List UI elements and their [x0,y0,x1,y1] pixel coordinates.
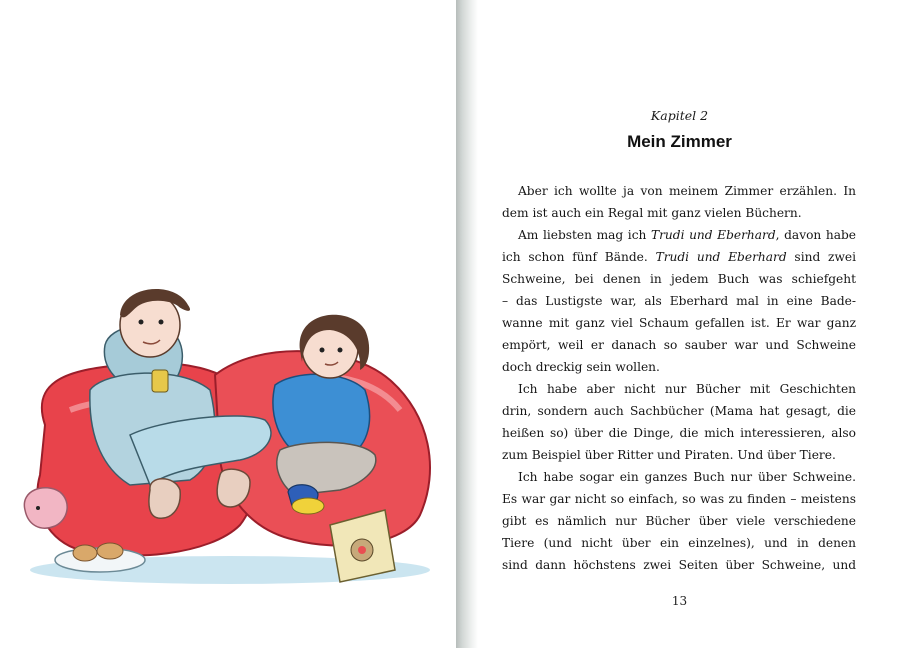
text-line: Aber ich wollte ja von meinem Zimmer erzählen. In [518,184,856,198]
text-line: Am liebsten mag ich Trudi und Eberhard, davon habe [518,228,856,242]
text-line: drin, sondern auch Sachbücher (Mama hat gesagt, die [502,404,856,418]
text-line: Schweine, bei denen in jedem Buch was schiefgeht [502,272,856,286]
book-title: Trudi und Eberhard [655,250,787,264]
text-line: Ich habe aber nicht nur Bücher mit Geschichten [518,382,856,396]
text-line: zum Beispiel über Ritter und Piraten. Und über Tiere. [502,448,836,462]
text-line: Es war gar nicht so einfach, so was zu finden – meistens [502,492,856,506]
book-gutter [456,0,478,648]
text-line: ich schon fünf Bände. Trudi und Eberhard sind zwei [502,250,856,264]
text-line: Tiere (und nicht über ein einzelnes), und in denen [502,536,856,550]
text-line: – das Lustigste war, als Eberhard mal in eine Bade- [502,294,856,308]
chapter-label: Kapitel 2 [650,108,709,123]
book-title: Trudi und Eberhard [650,228,776,242]
text-line: sind dann höchstens zwei Seiten über Schweine, und [502,558,856,572]
left-page [0,0,458,648]
text-line: wanne mit ganz viel Schaum gefallen ist. Er war ganz [502,316,856,330]
text-line: empört, weil er danach so sauber war und Schweine [502,338,856,352]
text-line: doch dreckig sein wollen. [502,360,660,374]
text-line: gibt es nämlich nur Bücher über viele verschiedene [502,514,856,528]
body-text [502,180,856,576]
text-line: dem ist auch ein Regal mit ganz vielen Büchern. [502,206,802,220]
illustration-kids-on-beanbags [10,270,450,600]
page-number: 13 [671,594,688,608]
text-line: Ich habe sogar ein ganzes Buch nur über Schweine. [518,470,856,484]
pig-toy [24,488,67,528]
text-line: heißen so) über die Dinge, die mich interessieren, also [502,426,856,440]
chapter-title: Mein Zimmer [627,132,732,151]
